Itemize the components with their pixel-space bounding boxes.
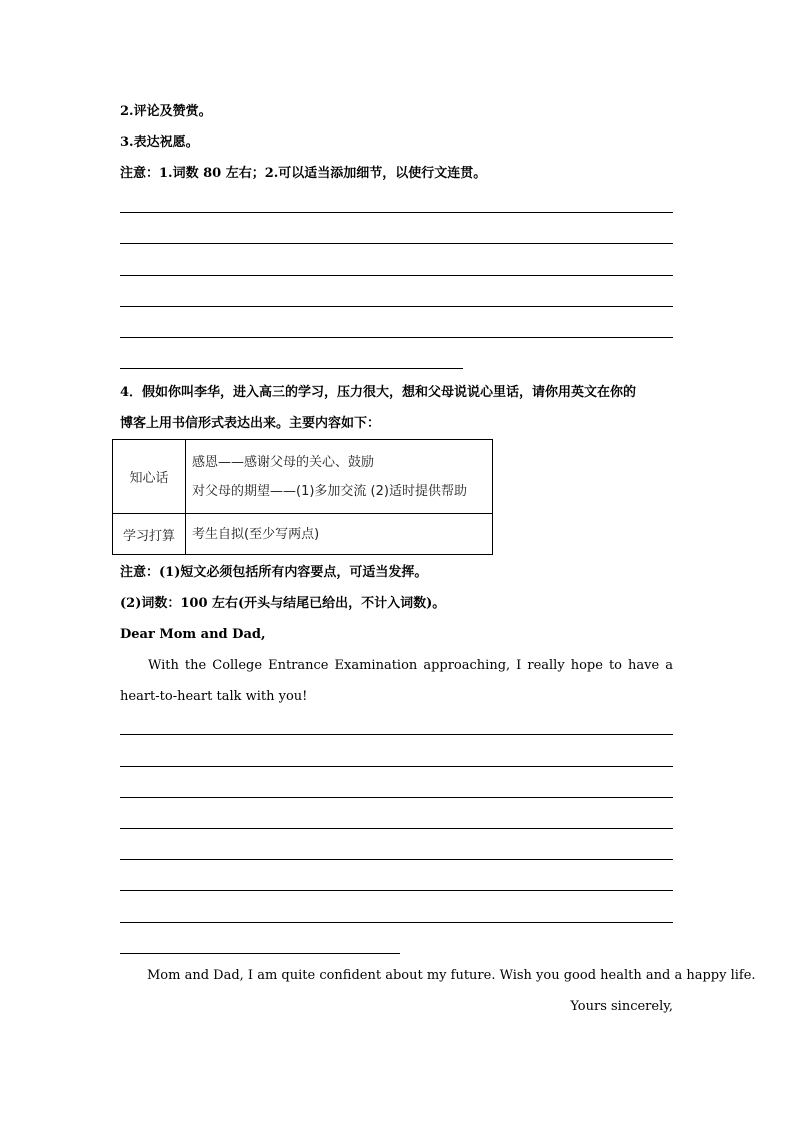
- question-4-line-1: 4．假如你叫李华，进入高三的学习，压力很大，想和父母说说心里话，请你用英文在你的: [120, 385, 637, 400]
- answer-line: [120, 828, 673, 829]
- answer-line: [120, 275, 673, 276]
- letter-opening-text: With the College Entrance Examination approaching, I really hope to have a heart-to-heart talk with you!: [120, 658, 673, 704]
- table-cell-content: [186, 440, 493, 514]
- answer-line: [120, 766, 673, 767]
- answer-line: [120, 734, 673, 735]
- question-4-line-2: 博客上用书信形式表达出来。主要内容如下：: [120, 416, 381, 431]
- table-cell-label: 知心话: [113, 440, 186, 514]
- word-count-note: 注意：1.词数 80 左右；2.可以适当添加细节，以使行文连贯。: [120, 166, 487, 181]
- letter-closing: Mom and Dad, I am quite confident about my future. Wish you good health and a happy life.: [147, 968, 756, 983]
- answer-line: [120, 243, 673, 244]
- table-cell-line: 对父母的期望——(1)多加交流 (2)适时提供帮助: [192, 483, 467, 499]
- answer-line: [120, 922, 673, 923]
- note-content-points: 注意：(1)短文必须包括所有内容要点，可适当发挥。: [120, 565, 428, 580]
- letter-salutation: Dear Mom and Dad,: [120, 627, 266, 642]
- answer-line: [120, 306, 673, 307]
- table-cell-content: [186, 514, 493, 555]
- answer-line: [120, 890, 673, 891]
- answer-line: [120, 953, 400, 954]
- letter-opening-paragraph: [120, 650, 673, 712]
- requirement-item-3: 3.表达祝愿。: [120, 135, 199, 150]
- answer-line: [120, 337, 673, 338]
- requirement-item-2: 2.评论及赞赏。: [120, 104, 212, 119]
- table-cell-label: 学习打算: [113, 514, 186, 555]
- answer-line: [120, 212, 673, 213]
- note-word-count: (2)词数：100 左右(开头与结尾已给出，不计入词数)。: [120, 596, 446, 611]
- answer-line: [120, 859, 673, 860]
- letter-signoff: Yours sincerely,: [570, 999, 673, 1014]
- table-row: [113, 440, 493, 514]
- answer-line: [120, 368, 463, 369]
- answer-line: [120, 797, 673, 798]
- content-requirements-table: [112, 439, 493, 555]
- table-cell-line: 考生自拟(至少写两点): [192, 526, 320, 542]
- table-cell-line: 感恩——感谢父母的关心、鼓励: [192, 454, 375, 470]
- table-row: [113, 514, 493, 555]
